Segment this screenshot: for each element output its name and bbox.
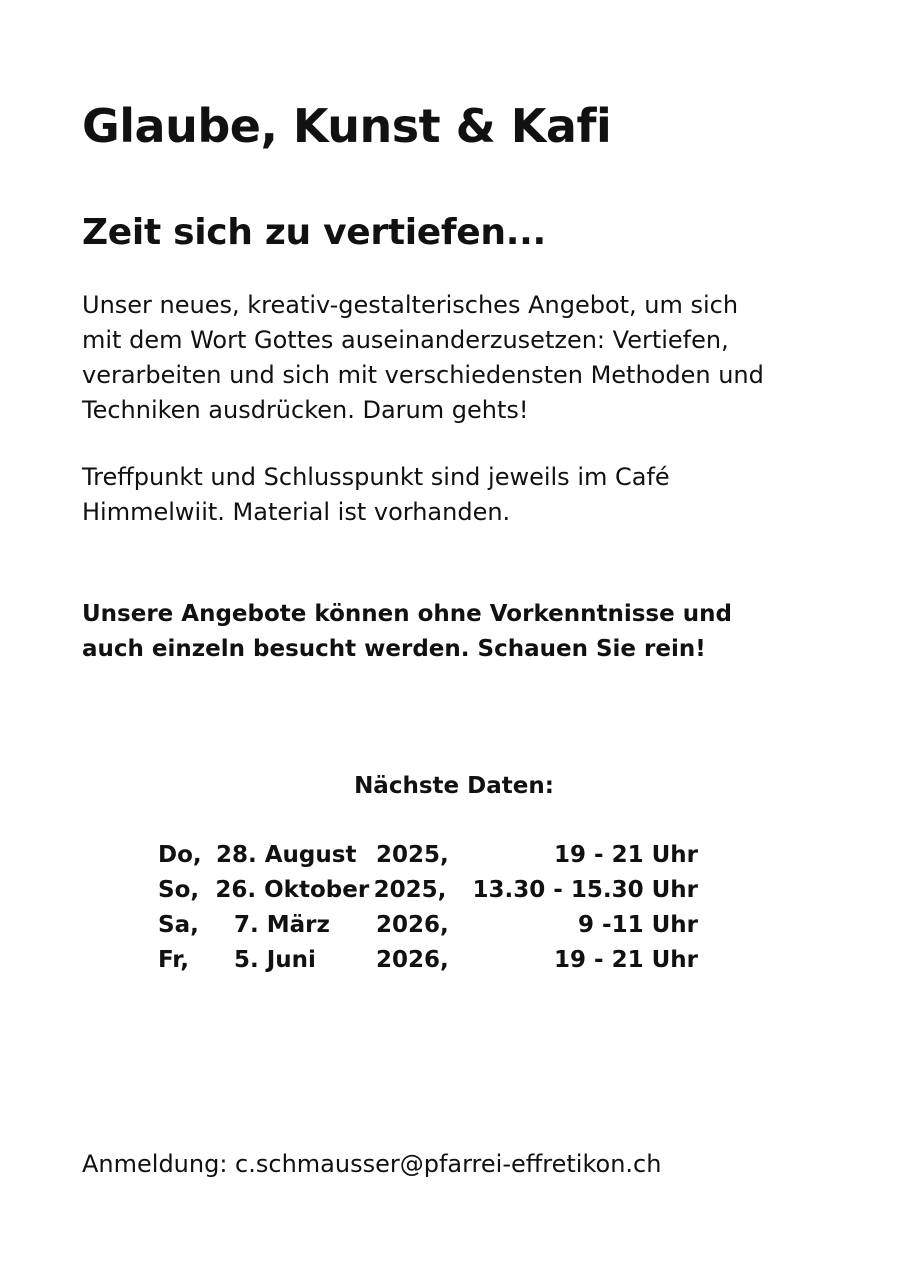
date-weekday: Do, [158, 842, 202, 868]
date-time: 13.30 - 15.30 Uhr [472, 877, 698, 903]
intro-line: Techniken ausdrücken. Darum gehts! [82, 396, 529, 424]
date-time: 9 -11 Uhr [578, 912, 698, 938]
date-day-month: 28. August [216, 842, 357, 868]
date-day-month: 7. März [234, 912, 330, 938]
date-year: 2025, [376, 842, 449, 868]
date-year: 2025, [373, 877, 447, 903]
date-year: 2026, [376, 947, 449, 973]
meeting-line: Himmelwiit. Material ist vorhanden. [82, 498, 511, 526]
date-row [158, 838, 698, 873]
note-line: auch einzeln besucht werden. Schauen Sie rein! [82, 636, 706, 662]
page-subtitle: Zeit sich zu vertiefen... [82, 212, 546, 253]
date-row [158, 943, 698, 978]
page-title: Glaube, Kunst & Kafi [82, 99, 612, 153]
meeting-paragraph [82, 460, 862, 530]
intro-line: verarbeiten und sich mit verschiedensten Methoden und [82, 361, 764, 389]
intro-paragraph [82, 288, 862, 428]
dates-heading: Nächste Daten: [354, 773, 554, 799]
intro-line: mit dem Wort Gottes auseinanderzusetzen: Vertiefen, [82, 326, 729, 354]
date-time: 19 - 21 Uhr [554, 947, 698, 973]
date-day-month: 26. Oktober [215, 877, 370, 903]
date-row [158, 873, 698, 908]
meeting-line: Treffpunkt und Schlusspunkt sind jeweils im Café [82, 463, 670, 491]
date-row [158, 908, 698, 943]
date-weekday: Fr, [158, 947, 189, 973]
intro-line: Unser neues, kreativ-gestalterisches Angebot, um sich [82, 291, 739, 319]
date-day-month: 5. Juni [234, 947, 316, 973]
date-year: 2026, [376, 912, 449, 938]
date-weekday: Sa, [158, 912, 199, 938]
date-time: 19 - 21 Uhr [554, 842, 698, 868]
registration-contact: Anmeldung: c.schmausser@pfarrei-effretikon.ch [82, 1150, 662, 1178]
date-weekday: So, [158, 877, 200, 903]
dates-list [158, 838, 698, 978]
note-paragraph [82, 597, 872, 667]
note-line: Unsere Angebote können ohne Vorkenntnisse und [82, 601, 732, 627]
